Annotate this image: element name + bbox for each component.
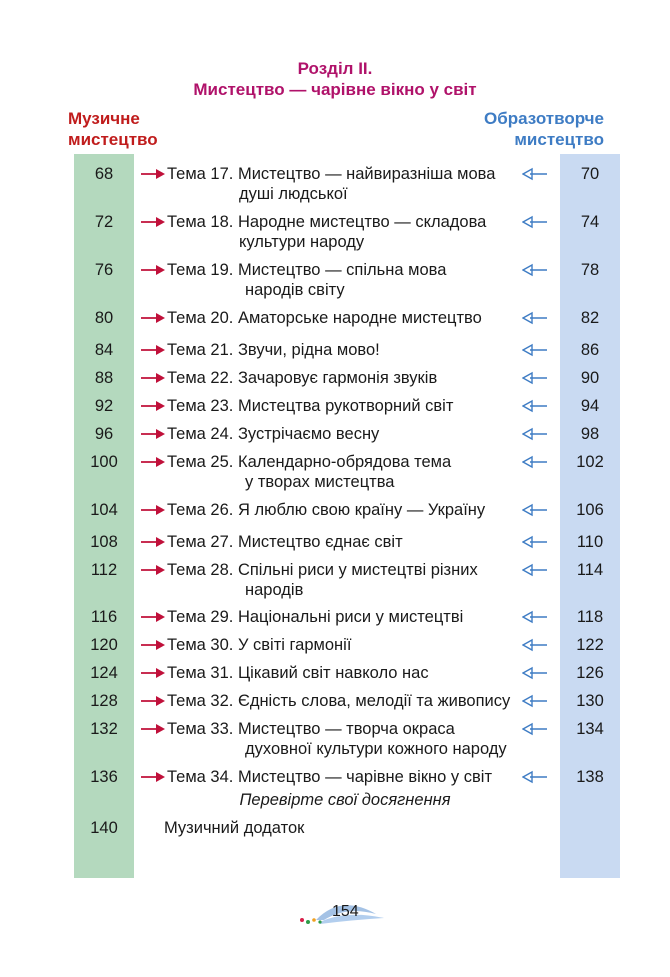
topic-line-1: Тема 21. Звучи, рідна мово!: [167, 341, 380, 359]
topic-title: [167, 767, 492, 787]
topic-line-1: Тема 26. Я люблю свою країну — Україну: [167, 501, 486, 519]
topic-line-1: Тема 20. Аматорське народне мистецтво: [167, 309, 482, 327]
arrow-left-icon: [522, 262, 548, 278]
topic-line-1: Тема 27. Мистецтво єднає світ: [167, 533, 403, 551]
arrow-left-icon: [522, 370, 548, 386]
arrow-right-icon: [140, 637, 166, 653]
arrow-right-icon: [140, 665, 166, 681]
check-achievements: Перевірте свої досягнення: [239, 791, 451, 809]
topic-line-1: Тема 29. Національні риси у мистецтві: [167, 608, 464, 626]
arrow-right-icon: [140, 562, 166, 578]
arrow-left-icon: [522, 166, 548, 182]
arrow-left-icon: [522, 693, 548, 709]
music-heading-line2: мистецтво: [68, 130, 158, 149]
arrow-right-icon: [140, 262, 166, 278]
topic-title: [167, 260, 446, 300]
topic-line-1: Тема 19. Мистецтво — спільна мова: [167, 261, 447, 279]
topic-title: [167, 532, 403, 552]
arrow-right-icon: [140, 454, 166, 470]
music-page-number: 100: [90, 453, 118, 471]
page-number: 154: [332, 903, 359, 920]
topic-title: [167, 212, 486, 252]
arrow-left-icon: [522, 214, 548, 230]
topic-title: [167, 500, 485, 520]
arrow-left-icon: [522, 609, 548, 625]
arrow-left-icon: [522, 721, 548, 737]
music-page-number: 80: [94, 309, 114, 327]
topic-title: [167, 663, 429, 683]
topic-line-1: Тема 25. Календарно-обрядова тема: [167, 453, 452, 471]
topic-line-1: Тема 24. Зустрічаємо весну: [167, 425, 380, 443]
art-page-number: 118: [576, 608, 604, 626]
appendix-page: 140: [90, 819, 118, 837]
arrow-right-icon: [140, 426, 166, 442]
topic-line-2: культури народу: [239, 233, 365, 251]
arrow-left-icon: [522, 562, 548, 578]
arrow-right-icon: [140, 609, 166, 625]
art-heading-line1: Образотворче: [484, 109, 604, 128]
topic-line-1: Тема 33. Мистецтво — творча окраса: [167, 720, 455, 738]
topic-title: [167, 308, 482, 328]
music-page-number: 68: [94, 165, 114, 183]
arrow-right-icon: [140, 342, 166, 358]
topic-line-1: Тема 18. Народне мистецтво — складова: [167, 213, 487, 231]
topic-line-1: Тема 28. Спільні риси у мистецтві різних: [167, 561, 478, 579]
topic-title: [167, 635, 351, 655]
topic-line-2: народів: [245, 581, 304, 599]
music-column-heading: [68, 108, 158, 150]
topic-line-1: Тема 22. Зачаровує гармонія звуків: [167, 369, 438, 387]
arrow-left-icon: [522, 426, 548, 442]
arrow-right-icon: [140, 370, 166, 386]
topic-title: [167, 719, 507, 759]
topic-title: [167, 452, 451, 492]
music-page-number: 104: [90, 501, 118, 519]
art-page-number: 82: [580, 309, 600, 327]
topic-line-1: Тема 30. У світі гармонії: [167, 636, 352, 654]
arrow-left-icon: [522, 310, 548, 326]
art-page-number: 74: [580, 213, 600, 231]
music-page-number: 132: [90, 720, 118, 738]
art-page-number: 106: [576, 501, 604, 519]
topic-line-1: Тема 31. Цікавий світ навколо нас: [167, 664, 429, 682]
art-page-number: 98: [580, 425, 600, 443]
topic-line-1: Тема 23. Мистецтва рукотворний світ: [167, 397, 454, 415]
arrow-right-icon: [140, 502, 166, 518]
topic-line-2: душі людської: [239, 185, 348, 203]
topic-line-1: Тема 34. Мистецтво — чарівне вікно у світ: [167, 768, 492, 786]
arrow-left-icon: [522, 769, 548, 785]
music-page-number: 128: [90, 692, 118, 710]
art-heading-line2: мистецтво: [514, 130, 604, 149]
arrow-left-icon: [522, 534, 548, 550]
topic-title: [167, 396, 453, 416]
art-page-number: 90: [580, 369, 600, 387]
art-column-heading: [484, 108, 604, 150]
art-page-number: 86: [580, 341, 600, 359]
arrow-left-icon: [522, 398, 548, 414]
music-page-number: 72: [94, 213, 114, 231]
topic-title: [167, 340, 380, 360]
art-page-number: 78: [580, 261, 600, 279]
arrow-right-icon: [140, 769, 166, 785]
art-page-number: 126: [576, 664, 604, 682]
art-page-number: 102: [576, 453, 604, 471]
section-title: Мистецтво — чарівне вікно у світ: [193, 80, 477, 99]
art-page-number: 94: [580, 397, 600, 415]
arrow-right-icon: [140, 534, 166, 550]
arrow-right-icon: [140, 214, 166, 230]
arrow-left-icon: [522, 502, 548, 518]
music-page-number: 136: [90, 768, 118, 786]
arrow-right-icon: [140, 310, 166, 326]
art-page-number: 134: [576, 720, 604, 738]
arrow-left-icon: [522, 637, 548, 653]
topic-title: [167, 607, 463, 627]
music-page-number: 84: [94, 341, 114, 359]
appendix-label: Музичний додаток: [164, 819, 305, 837]
section-heading: [0, 58, 670, 100]
topic-line-2: у творах мистецтва: [245, 473, 395, 491]
topic-line-2: народів світу: [245, 281, 345, 299]
music-page-number: 88: [94, 369, 114, 387]
arrow-left-icon: [522, 342, 548, 358]
art-page-number: 114: [576, 561, 604, 579]
arrow-right-icon: [140, 721, 166, 737]
music-page-number: 124: [90, 664, 118, 682]
music-page-number: 108: [90, 533, 118, 551]
art-page-number: 122: [576, 636, 604, 654]
music-page-number: 120: [90, 636, 118, 654]
topic-line-1: Тема 17. Мистецтво — найвиразніша мова: [167, 165, 496, 183]
art-page-number: 70: [580, 165, 600, 183]
topic-line-1: Тема 32. Єдність слова, мелодії та живопису: [167, 692, 511, 710]
art-page-number: 138: [576, 768, 604, 786]
music-page-number: 76: [94, 261, 114, 279]
art-page-number: 110: [576, 533, 604, 551]
arrow-right-icon: [140, 166, 166, 182]
topic-title: [167, 368, 437, 388]
topic-title: [167, 424, 379, 444]
topic-title: [167, 560, 478, 600]
music-page-number: 92: [94, 397, 114, 415]
music-page-number: 96: [94, 425, 114, 443]
section-number: Розділ ІІ.: [297, 59, 373, 78]
topic-title: [167, 164, 495, 204]
topic-title: [167, 691, 510, 711]
music-heading-line1: Музичне: [68, 109, 140, 128]
arrow-right-icon: [140, 398, 166, 414]
arrow-left-icon: [522, 665, 548, 681]
topic-line-2: духовної культури кожного народу: [245, 740, 507, 758]
music-page-number: 112: [90, 561, 118, 579]
art-page-number: 130: [576, 692, 604, 710]
arrow-right-icon: [140, 693, 166, 709]
music-page-number: 116: [90, 608, 118, 626]
arrow-left-icon: [522, 454, 548, 470]
